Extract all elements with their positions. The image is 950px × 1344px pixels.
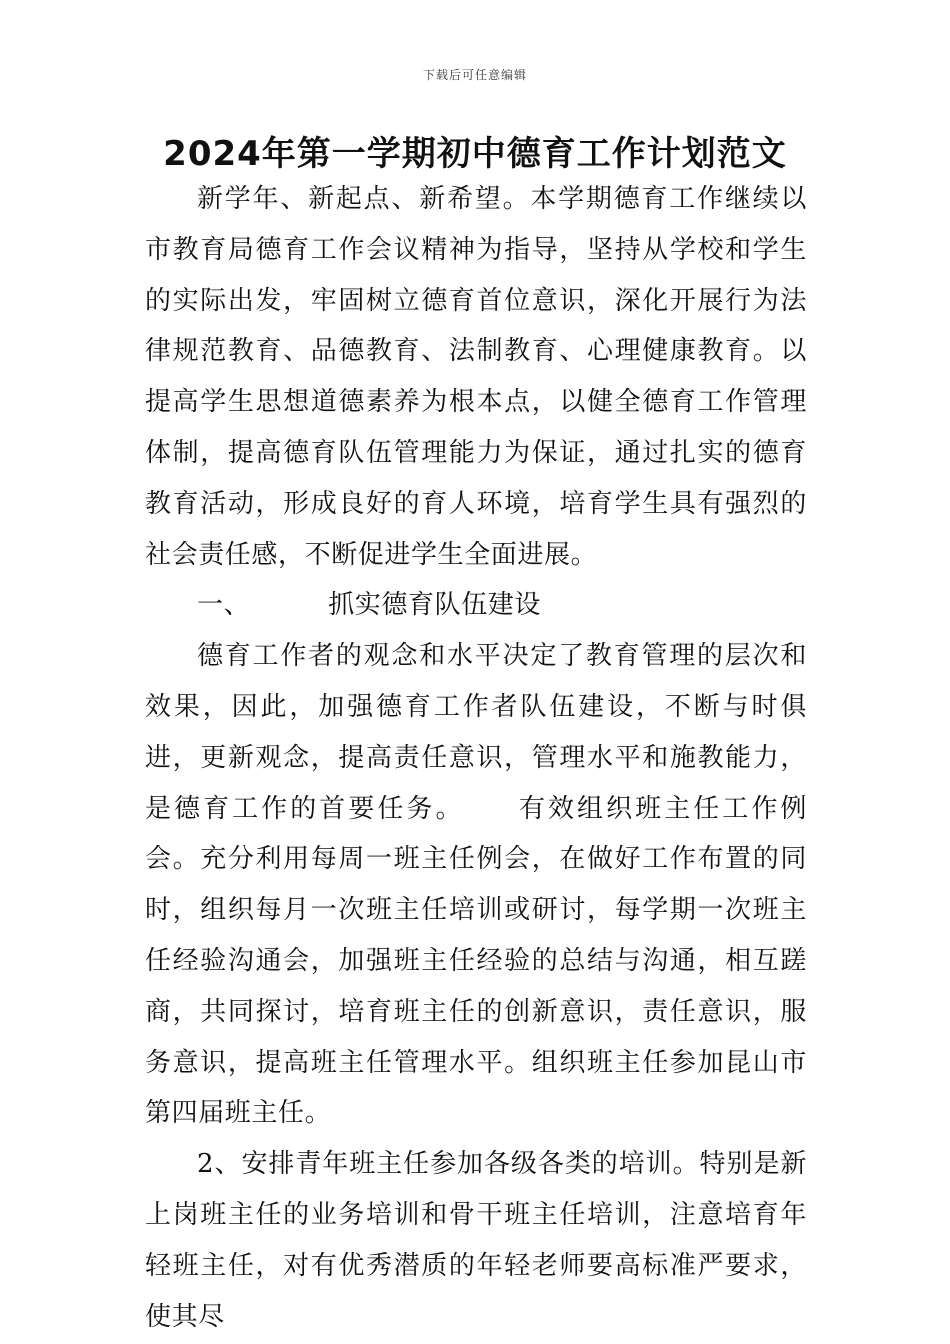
section-paragraph [145, 631, 807, 1139]
section-heading [145, 580, 807, 631]
section-title: 抓实德育队伍建设 [328, 590, 542, 621]
intro-paragraph: 新学年、新起点、新希望。本学期德育工作继续以市教育局德育工作会议精神为指导，坚持从学校和学生的实际出发，牢固树立德育首位意识，深化开展行为法律规范教育、品德教育、法制教育、心理健康教育。以提高学生思想道德素养为根本点，以健全德育工作管理体制，提高德育队伍管理能力为保证，通过扎实的德育教育活动，形成良好的育人环境，培育学生具有强烈的社会责任感，不断促进学生全面进展。 [145, 184, 807, 570]
section-paragraph-2: 2、安排青年班主任参加各级各类的培训。特别是新上岗班主任的业务培训和骨干班主任培训，注意培育年轻班主任，对有优秀潜质的年轻老师要高标准严要求，使其尽 [145, 1149, 807, 1332]
document-body [145, 174, 807, 1342]
section-paragraph-part-a: 德育工作者的观念和水平决定了教育管理的层次和效果，因此，加强德育工作者队伍建设，不断与时俱进，更新观念，提高责任意识，管理水平和施教能力，是德育工作的首要任务。 [145, 641, 807, 824]
document-title: 2024年第一学期初中德育工作计划范文 [163, 134, 787, 174]
header-note: 下载后可任意编辑 [422, 68, 527, 82]
section-paragraph-part-b: 有效组织班主任工作例会。充分利用每周一班主任例会，在做好工作布置的同时，组织每月一次班主任培训或研讨，每学期一次班主任经验沟通会，加强班主任经验的总结与沟通，相互蹉商，共同探讨，培育班主任的创新意识，责任意识，服务意识，提高班主任管理水平。组织班主任参加昆山市第四届班主任。 [145, 793, 807, 1129]
section-number: 一、 [197, 590, 251, 621]
